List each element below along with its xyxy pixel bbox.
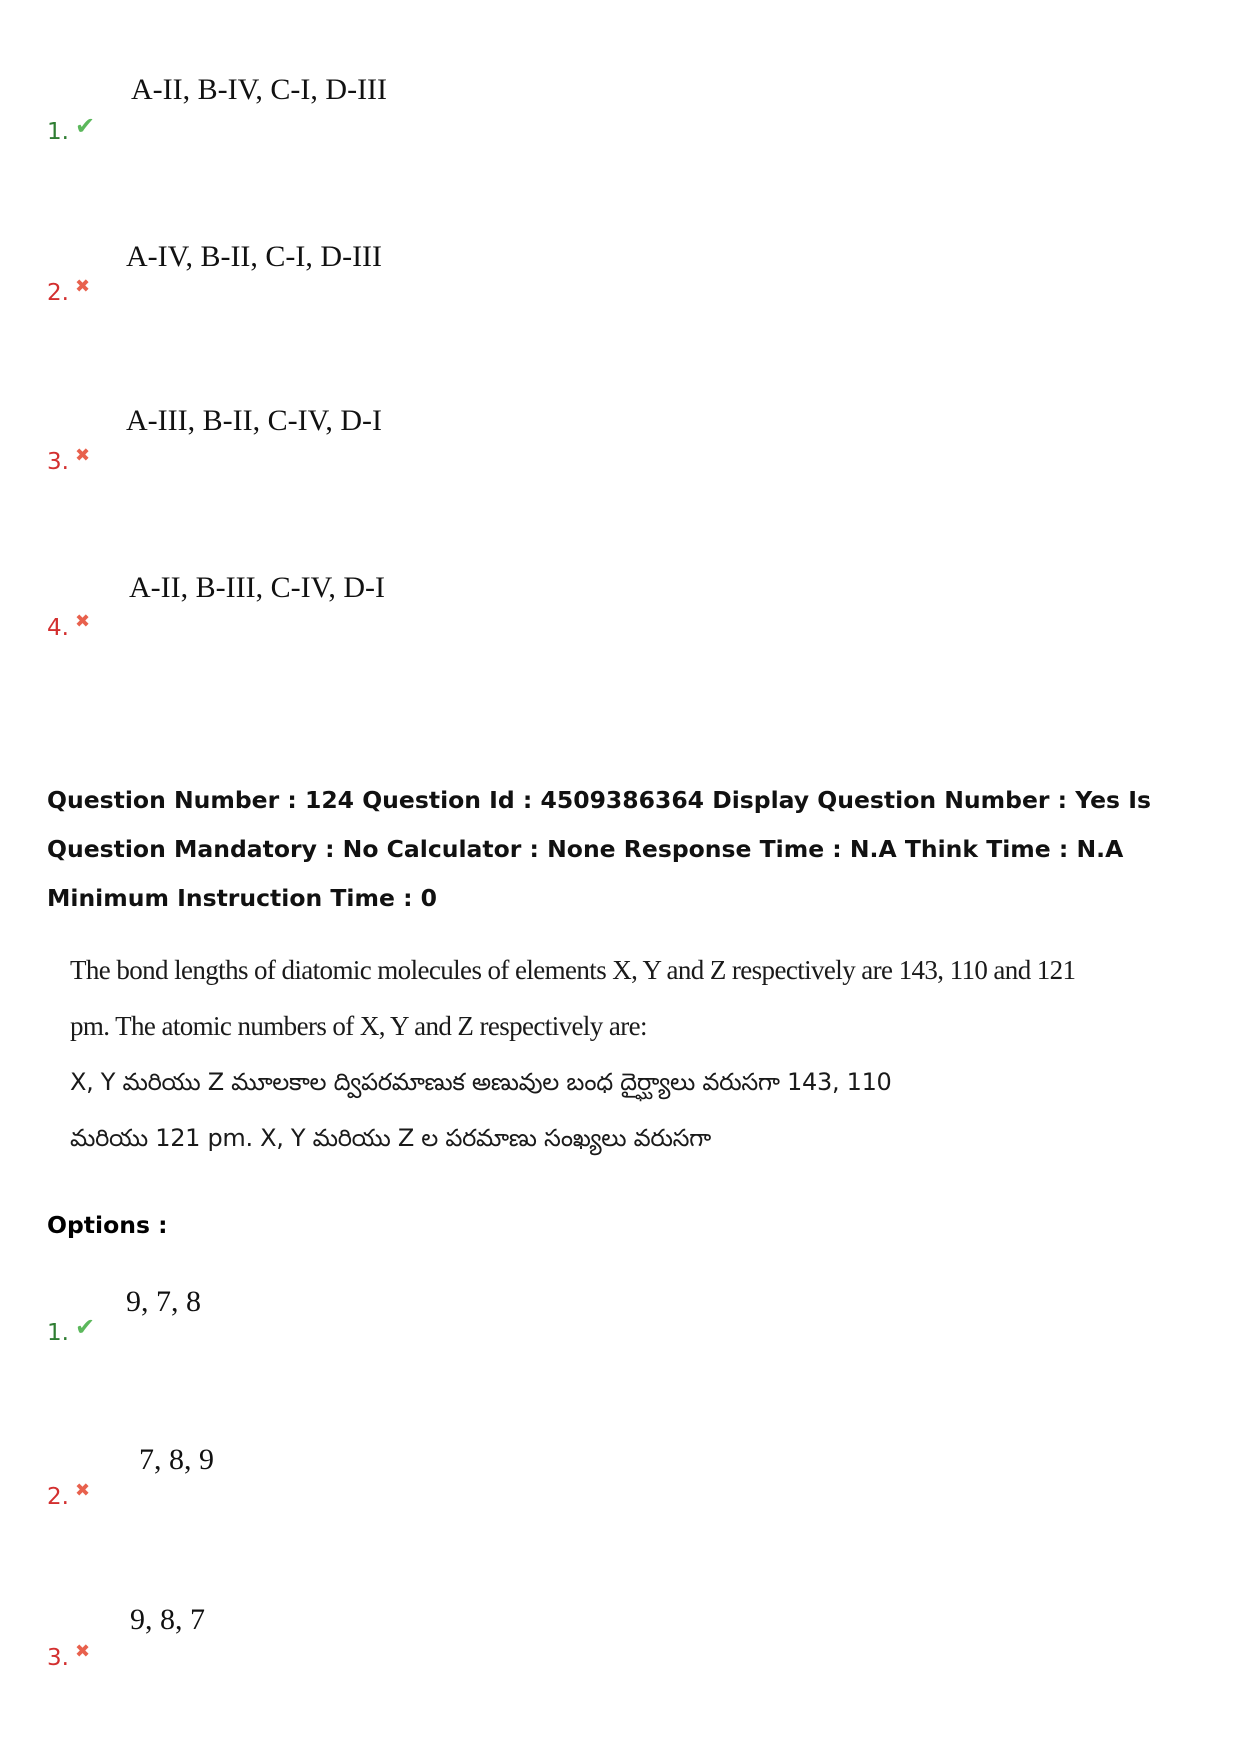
option-number: 3. ✖ [47,1641,91,1671]
cross-icon: ✖ [74,445,91,466]
question-header: Question Number : 124 Question Id : 4509386364 Display Question Number : Yes Is Question Mandatory : No Calculator : None Response Time : N.A Think Time : N.A Minimum Instruction Time : 0 [47,786,1151,912]
check-icon: ✔ [74,1313,96,1341]
question-line-4: మరియు 121 pm. X, Y మరియు Z ల పరమాణు సంఖ్యలు వరుసగా [70,1124,711,1152]
option-text: 9, 8, 7 [130,1603,205,1636]
option-number: 1. ✔ [47,1313,96,1346]
question-line-1: The bond lengths of diatomic molecules of elements X, Y and Z respectively are 143, 110 and 121 [70,955,1076,985]
option-text: 7, 8, 9 [139,1443,214,1476]
cross-icon: ✖ [74,1641,91,1662]
option-number: 2. ✖ [47,276,91,306]
option-number: 4. ✖ [47,611,91,641]
question-line-3: X, Y మరియు Z మూలకాల ద్విపరమాణుక అణువుల బంధ దైర్ఘ్యాలు వరుసగా 143, 110 [70,1068,892,1096]
option-text: A-III, B-II, C-IV, D-I [126,404,383,437]
cross-icon: ✖ [74,611,91,632]
option-number: 1. ✔ [47,112,96,145]
check-icon: ✔ [74,112,96,140]
cross-icon: ✖ [74,276,91,297]
cross-icon: ✖ [74,1480,91,1501]
option-text: A-II, B-IV, C-I, D-III [131,73,388,106]
options-label: Options : [47,1211,168,1239]
question-line-2: pm. The atomic numbers of X, Y and Z respectively are: [70,1011,647,1041]
option-number: 3. ✖ [47,445,91,475]
option-text: A-II, B-III, C-IV, D-I [129,571,386,604]
option-number: 2. ✖ [47,1480,91,1510]
option-text: A-IV, B-II, C-I, D-III [126,240,383,273]
option-text: 9, 7, 8 [126,1285,201,1318]
question-text [70,942,1076,1166]
